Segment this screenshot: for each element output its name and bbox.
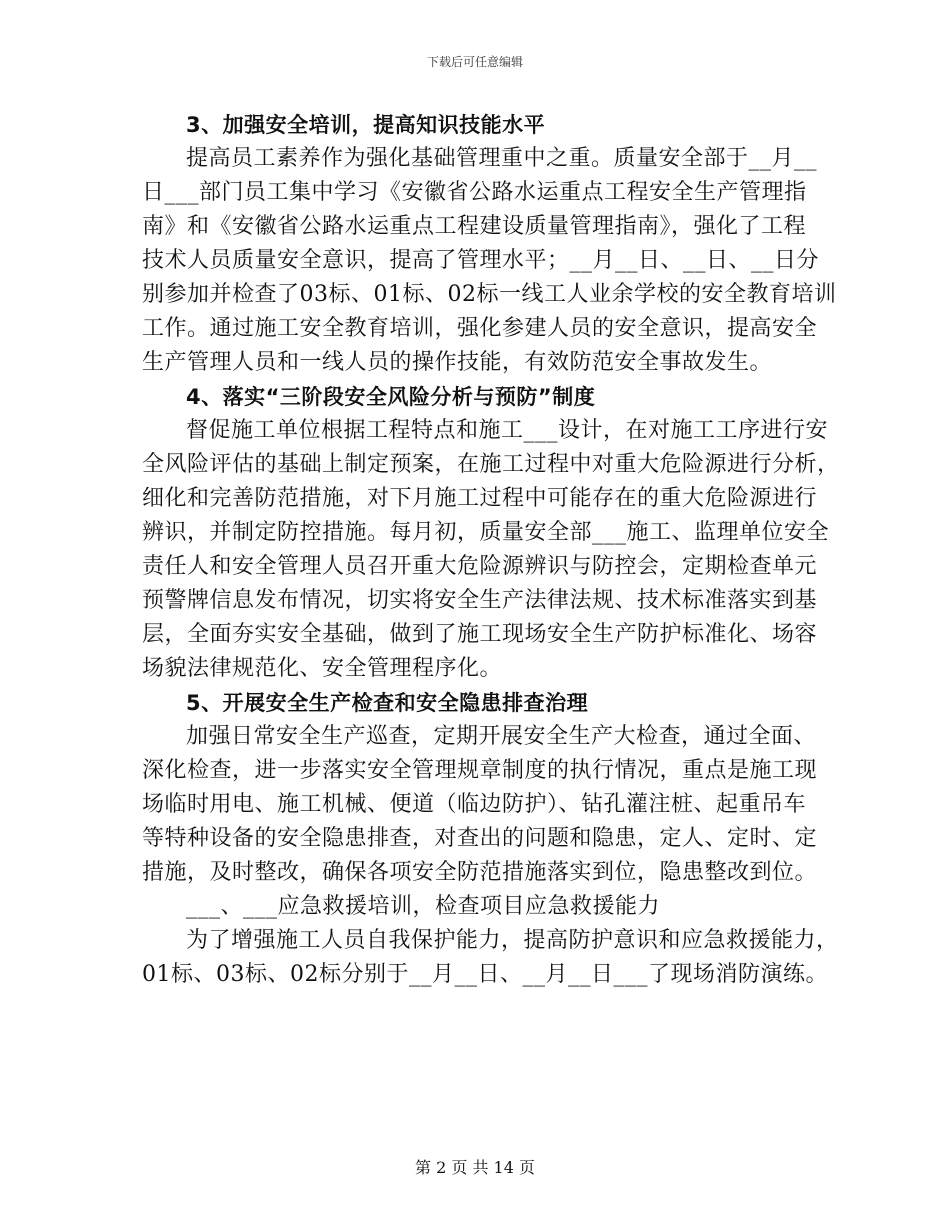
section-heading: 5、开展安全生产检查和安全隐患排查治理 bbox=[186, 691, 589, 715]
paragraph-line: 技术人员质量安全意识，提高了管理水平；__月__日、__日、__日分 bbox=[142, 248, 820, 273]
paragraph-line: 日___部门员工集中学习《安徽省公路水运重点工程安全生产管理指 bbox=[142, 180, 807, 205]
paragraph-line: 深化检查，进一步落实安全管理规章制度的执行情况，重点是施工现 bbox=[142, 758, 818, 783]
paragraph-line: ___、___应急救援培训，检查项目应急救援能力 bbox=[186, 894, 661, 919]
paragraph-line: 01标、03标、02标分别于__月__日、__月__日___了现场消防演练。 bbox=[142, 962, 828, 987]
paragraph-line: 辨识，并制定防控措施。每月初，质量安全部___施工、监理单位安全 bbox=[142, 520, 830, 545]
paragraph-line: 提高员工素养作为强化基础管理重中之重。质量安全部于__月__ bbox=[186, 146, 818, 171]
page-header: 下载后可任意编辑 bbox=[426, 55, 523, 69]
paragraph-line: 督促施工单位根据工程特点和施工___设计，在对施工工序进行安 bbox=[186, 418, 829, 443]
document-body bbox=[142, 108, 840, 992]
paragraph-line: 预警牌信息发布情况，切实将安全生产法律法规、技术标准落实到基 bbox=[142, 588, 818, 613]
paragraph-line: 等特种设备的安全隐患排查，对查出的问题和隐患，定人、定时、定 bbox=[142, 826, 818, 851]
paragraph-line: 为了增强施工人员自我保护能力，提高防护意识和应急救援能力， bbox=[186, 928, 839, 953]
section-heading: 4、落实“三阶段安全风险分析与预防”制度 bbox=[186, 385, 596, 409]
paragraph-line: 全风险评估的基础上制定预案，在施工过程中对重大危险源进行分析， bbox=[142, 452, 840, 477]
paragraph-line: 层，全面夯实安全基础，做到了施工现场安全生产防护标准化、场容 bbox=[142, 622, 818, 647]
paragraph-line: 生产管理人员和一线人员的操作技能，有效防范安全事故发生。 bbox=[142, 350, 773, 375]
paragraph-line: 加强日常安全生产巡查，定期开展安全生产大检查，通过全面、 bbox=[186, 724, 817, 749]
paragraph-line: 措施，及时整改，确保各项安全防范措施落实到位，隐患整改到位。 bbox=[142, 860, 818, 885]
paragraph-line: 场貌法律规范化、安全管理程序化。 bbox=[142, 656, 503, 681]
paragraph-line: 场临时用电、施工机械、便道（临边防护）、钻孔灌注桩、起重吊车 bbox=[142, 792, 807, 817]
paragraph-line: 责任人和安全管理人员召开重大危险源辨识与防控会，定期检查单元 bbox=[142, 554, 818, 579]
section-heading: 3、加强安全培训，提高知识技能水平 bbox=[186, 113, 546, 137]
paragraph-line: 南》和《安徽省公路水运重点工程建设质量管理指南》，强化了工程 bbox=[142, 214, 807, 239]
paragraph-line: 别参加并检查了03标、01标、02标一线工人业余学校的安全教育培训 bbox=[142, 282, 837, 307]
paragraph-line: 工作。通过施工安全教育培训，强化参建人员的安全意识，提高安全 bbox=[142, 316, 818, 341]
paragraph-line: 细化和完善防范措施，对下月施工过程中可能存在的重大危险源进行 bbox=[142, 486, 818, 511]
page-footer: 第 2 页 共 14 页 bbox=[415, 1158, 535, 1177]
